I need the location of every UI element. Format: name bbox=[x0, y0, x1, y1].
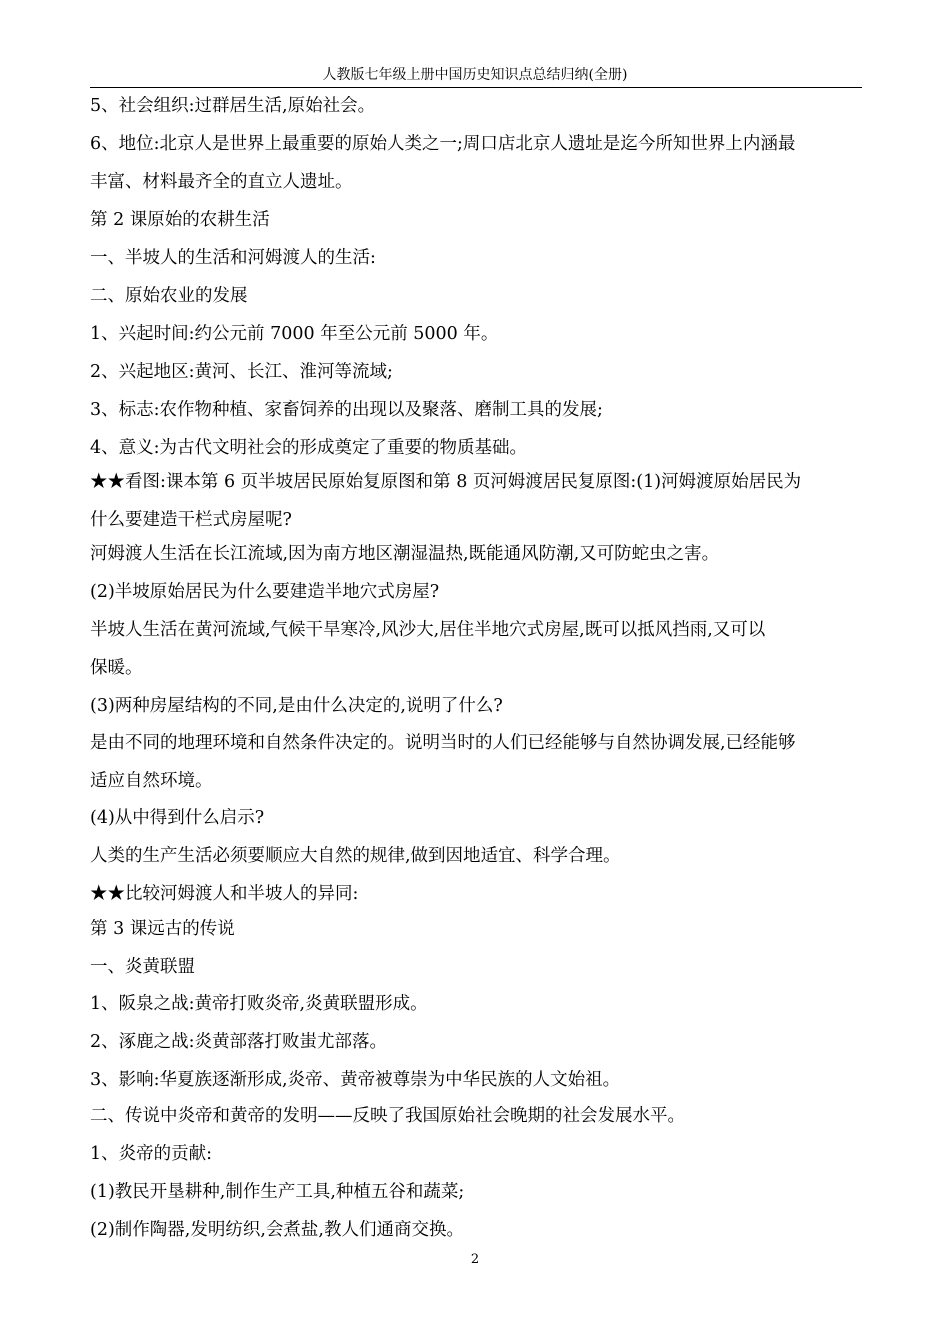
section-heading: 二、传说中炎帝和黄帝的发明——反映了我国原始社会晚期的社会发展水平。 bbox=[90, 1106, 685, 1126]
lesson-heading: 第 3 课远古的传说 bbox=[90, 919, 235, 939]
text-line: 1、兴起时间:约公元前 7000 年至公元前 5000 年。 bbox=[90, 324, 499, 344]
text-line: 4、意义:为古代文明社会的形成奠定了重要的物质基础。 bbox=[90, 438, 528, 458]
text-line: 1、炎帝的贡献: bbox=[90, 1144, 213, 1164]
text-line: 河姆渡人生活在长江流域,因为南方地区潮湿温热,既能通风防潮,又可防蛇虫之害。 bbox=[90, 544, 720, 564]
text-line: 5、社会组织:过群居生活,原始社会。 bbox=[90, 96, 376, 116]
text-line: 丰富、材料最齐全的直立人遗址。 bbox=[90, 172, 353, 192]
text-line: ★★比较河姆渡人和半坡人的异同: bbox=[90, 884, 359, 904]
text-line: 半坡人生活在黄河流域,气候干旱寒冷,风沙大,居住半地穴式房屋,既可以抵风挡雨,又可以 bbox=[90, 620, 766, 640]
text-line: (3)两种房屋结构的不同,是由什么决定的,说明了什么? bbox=[90, 696, 503, 716]
text-line: (2)制作陶器,发明纺织,会煮盐,教人们通商交换。 bbox=[90, 1220, 464, 1240]
text-line: (4)从中得到什么启示? bbox=[90, 808, 265, 828]
text-line: 1、阪泉之战:黄帝打败炎帝,炎黄联盟形成。 bbox=[90, 994, 428, 1014]
text-line: 人类的生产生活必须要顺应大自然的规律,做到因地适宜、科学合理。 bbox=[90, 846, 621, 866]
text-line: 保暖。 bbox=[90, 658, 143, 678]
text-line: 3、影响:华夏族逐渐形成,炎帝、黄帝被尊崇为中华民族的人文始祖。 bbox=[90, 1070, 621, 1090]
text-line: 什么要建造干栏式房屋呢? bbox=[90, 510, 292, 530]
text-line: 适应自然环境。 bbox=[90, 771, 213, 791]
text-line: 6、地位:北京人是世界上最重要的原始人类之一;周口店北京人遗址是迄今所知世界上内涵最 bbox=[90, 134, 796, 154]
text-line: 3、标志:农作物种植、家畜饲养的出现以及聚落、磨制工具的发展; bbox=[90, 400, 603, 420]
text-line: 是由不同的地理环境和自然条件决定的。说明当时的人们已经能够与自然协调发展,已经能够 bbox=[90, 733, 796, 753]
running-header: 人教版七年级上册中国历史知识点总结归纳(全册) bbox=[322, 67, 628, 83]
text-line: 2、兴起地区:黄河、长江、淮河等流域; bbox=[90, 362, 393, 382]
header-rule bbox=[90, 87, 862, 88]
lesson-heading: 第 2 课原始的农耕生活 bbox=[90, 210, 270, 230]
text-line: ★★看图:课本第 6 页半坡居民原始复原图和第 8 页河姆渡居民复原图:(1)河姆渡原始居民为 bbox=[90, 472, 802, 492]
text-line: 2、涿鹿之战:炎黄部落打败蚩尤部落。 bbox=[90, 1032, 388, 1052]
section-heading: 一、半坡人的生活和河姆渡人的生活: bbox=[90, 248, 376, 268]
section-heading: 二、原始农业的发展 bbox=[90, 286, 248, 306]
page-number: 2 bbox=[470, 1252, 480, 1267]
text-line: (1)教民开垦耕种,制作生产工具,种植五谷和蔬菜; bbox=[90, 1182, 465, 1202]
text-line: (2)半坡原始居民为什么要建造半地穴式房屋? bbox=[90, 582, 440, 602]
section-heading: 一、炎黄联盟 bbox=[90, 957, 195, 977]
